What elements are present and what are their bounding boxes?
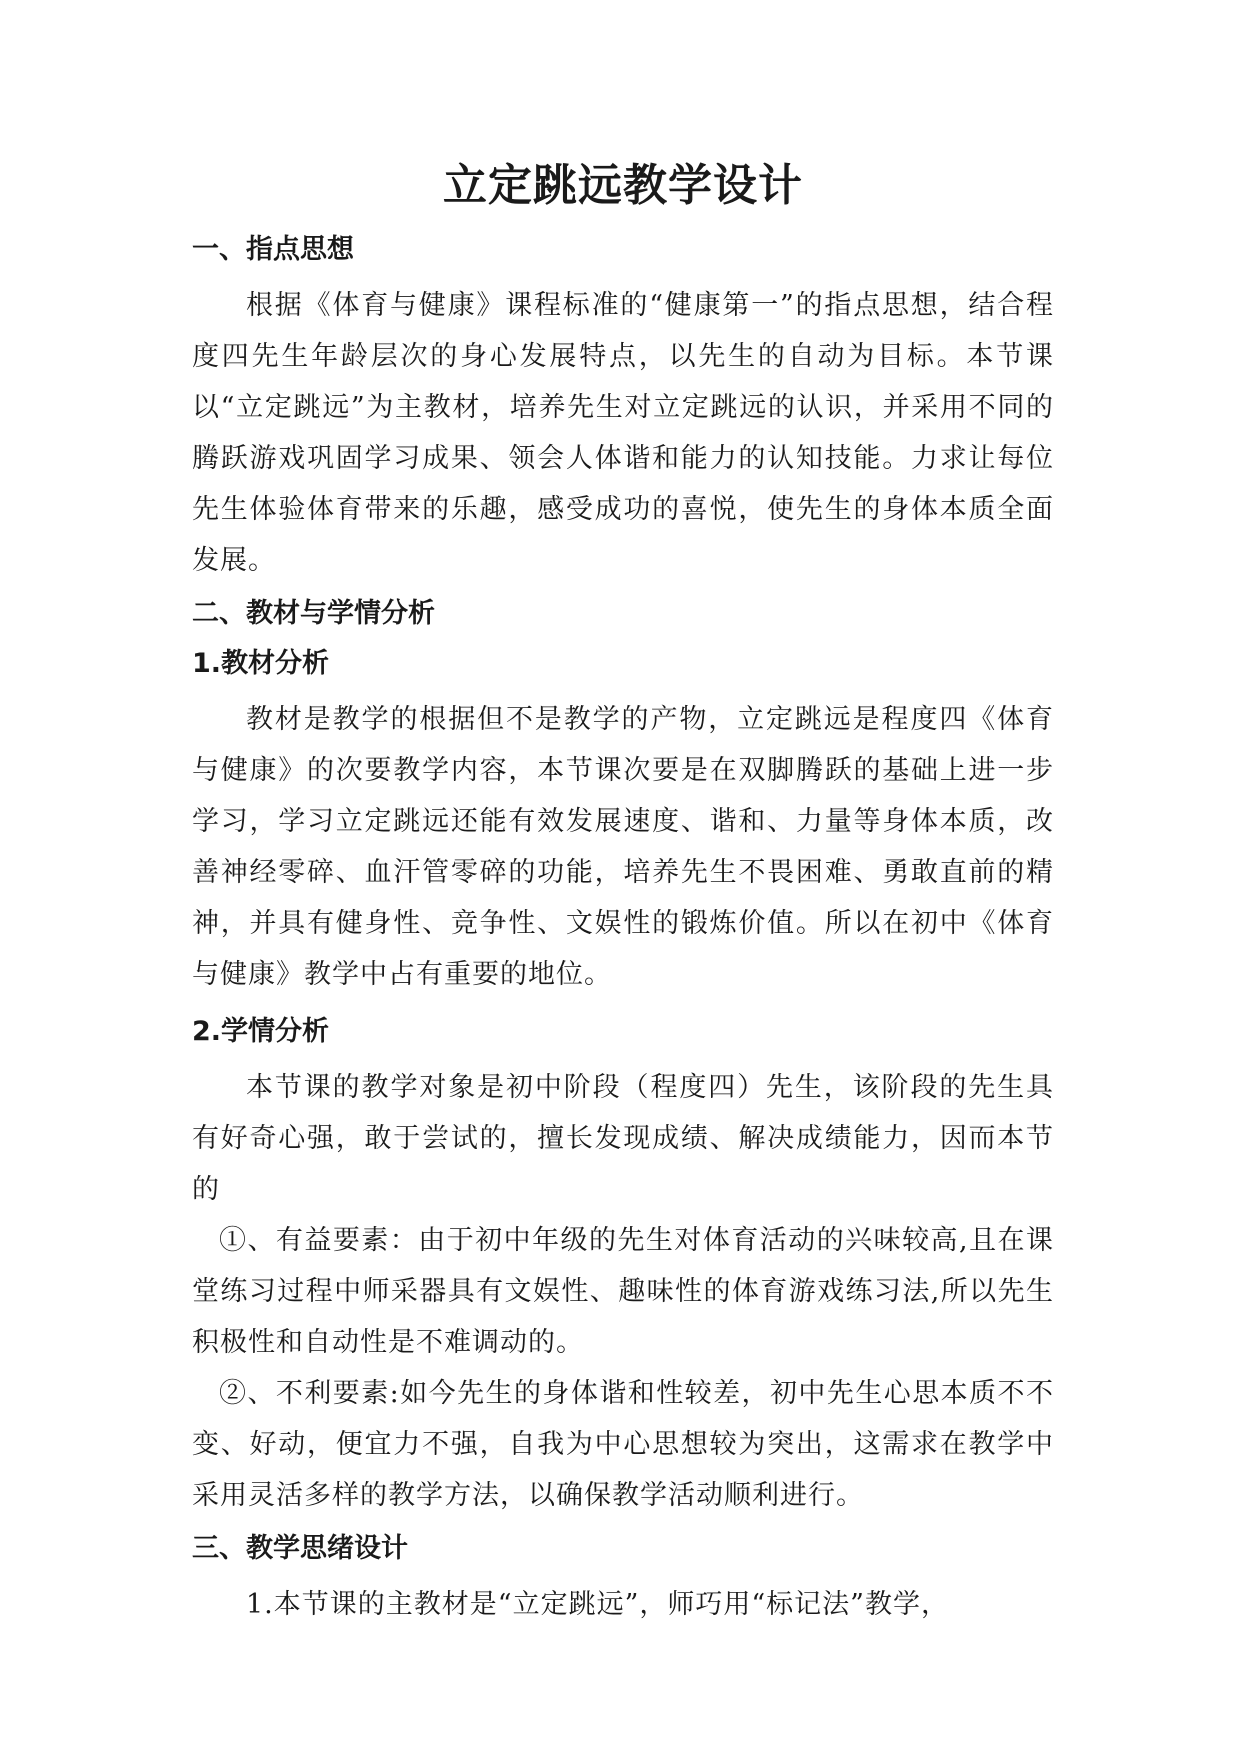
- paragraph-teaching-design: 1.本节课的主教材是“立定跳远”，师巧用“标记法”教学，: [246, 1589, 949, 1620]
- paragraph-guiding-idea: 根据《体育与健康》课程标准的“健康第一”的指点思想，结合程度四先生年龄层次的身心发展特点，以先生的自动为目标。本节课以“立定跳远”为主教材，培养先生对立定跳远的认识，并采用不同的腾跃游戏巩固学习成果、领会人体谐和能力的认知技能。力求让每位先生体验体育带来的乐趣，感受成功的喜悦，使先生的身体本质全面发展。: [192, 290, 1054, 576]
- section-heading-teaching-design: 三、教学思绪设计: [192, 1533, 408, 1564]
- section-heading-guiding-idea: 一、指点思想: [192, 234, 354, 265]
- sub-heading-student-analysis: 2.学情分析: [192, 1016, 330, 1047]
- document-title: 立定跳远教学设计: [443, 160, 803, 211]
- paragraph-favorable-factors: ①、有益要素：由于初中年级的先生对体育活动的兴味较高,且在课堂练习过程中师采器具有文娱性、趣味性的体育游戏练习法,所以先生积极性和自动性是不难调动的。: [192, 1225, 1054, 1358]
- document-page: [192, 150, 1054, 1630]
- paragraph-student-analysis: 本节课的教学对象是初中阶段（程度四）先生，该阶段的先生具有好奇心强，敢于尝试的，擅长发现成绩、解决成绩能力，因而本节的: [192, 1072, 1054, 1205]
- paragraph-material-analysis: 教材是教学的根据但不是教学的产物，立定跳远是程度四《体育与健康》的次要教学内容，本节课次要是在双脚腾跃的基础上进一步学习，学习立定跳远还能有效发展速度、谐和、力量等身体本质，改善神经零碎、血汗管零碎的功能，培养先生不畏困难、勇敢直前的精神，并具有健身性、竞争性、文娱性的锻炼价值。所以在初中《体育与健康》教学中占有重要的地位。: [192, 704, 1054, 990]
- sub-heading-material-analysis: 1.教材分析: [192, 648, 330, 679]
- paragraph-unfavorable-factors: ②、不利要素:如今先生的身体谐和性较差，初中先生心思本质不不变、好动，便宜力不强，自我为中心思想较为突出，这需求在教学中采用灵活多样的教学方法，以确保教学活动顺利进行。: [192, 1378, 1054, 1511]
- section-heading-analysis: 二、教材与学情分析: [192, 598, 435, 629]
